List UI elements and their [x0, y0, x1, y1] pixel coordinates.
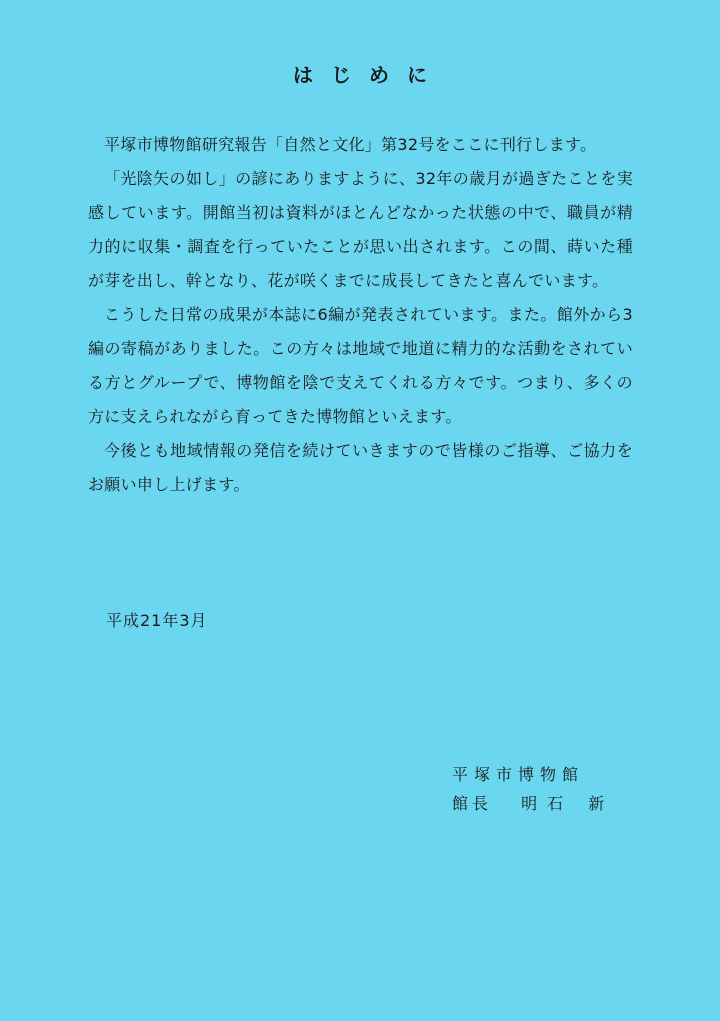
paragraph-3: こうした日常の成果が本誌に6編が発表されています。また。館外から3編の寄稿がありました。この方々は地域で地道に精力的な活動をされている方とグループで、博物館を陰で支えてくれる方々です。つまり、多くの方に支えられながら育ってきた博物館といえます。: [88, 305, 633, 426]
document-body: [88, 128, 633, 502]
signature-person: [452, 790, 614, 818]
signature-name: 明石 新: [521, 794, 615, 813]
signature-role: 館長: [452, 794, 493, 813]
signature-block: [452, 762, 614, 818]
signature-organization: 平塚市博物館: [452, 765, 585, 784]
paragraph-2: 「光陰矢の如し」の諺にありますように、32年の歳月が過ぎたことを実感しています。開館当初は資料がほとんどなかった状態の中で、職員が精力的に収集・調査を行っていたことが思い出されます。この間、蒔いた種が芽を出し、幹となり、花が咲くまでに成長してきたと喜んでいます。: [88, 169, 633, 290]
paragraph-1: 平塚市博物館研究報告「自然と文化」第32号をここに刊行します。: [104, 135, 597, 154]
page-title: はじめに: [293, 63, 445, 87]
paragraph-4: 今後とも地域情報の発信を続けていきますので皆様のご指導、ご協力をお願い申し上げます。: [88, 441, 633, 494]
publication-date: 平成21年3月: [106, 611, 208, 630]
